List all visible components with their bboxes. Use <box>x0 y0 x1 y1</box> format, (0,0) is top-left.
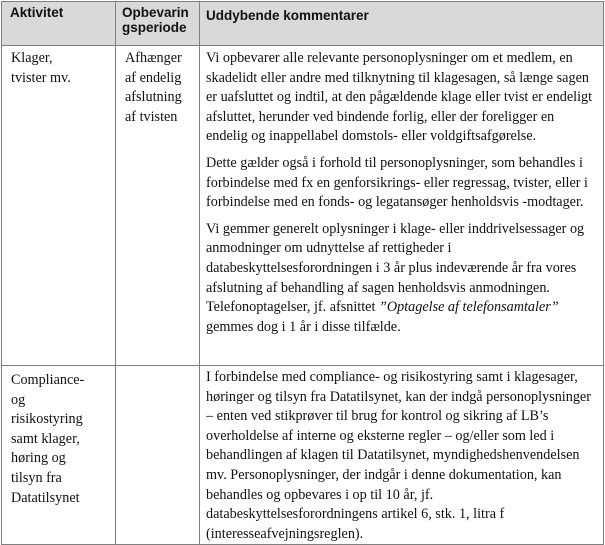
activity-cell <box>2 366 116 545</box>
comment-text: Vi gemmer generelt oplysninger i klage- eller inddrivelsessager og anmodninger om udnyttelse af rettigheder i databeskyttelsesforordningen i 3 år plus indeværende år fra vores afslutning af behandling af sagen henholdsvis anmodningen. Telefonoptagelser, jf. afsnittet <box>206 220 585 316</box>
activity-line: og <box>11 391 26 408</box>
retention-line: af tvisten <box>125 108 178 125</box>
activity-line: tilsyn fra <box>11 469 62 486</box>
table-row <box>2 46 604 366</box>
retention-cell <box>116 366 200 545</box>
section-reference: ”Optagelse af telefonsamtaler” <box>378 299 559 316</box>
header-retention-line2: gsperiode <box>122 20 187 35</box>
activity-cell <box>2 46 116 366</box>
comment-paragraph: Dette gælder også i forhold til personoplysninger, som behandles i forbindelse med fx en genforsikrings- eller regressag, tvister, eller i forbindelse med en fonds- og legatansøger henholdsvis -modtager. <box>206 154 588 211</box>
table-row <box>2 366 604 545</box>
comment-paragraph <box>206 220 597 338</box>
data-retention-table <box>1 1 604 545</box>
retention-line: af endelig <box>125 69 182 86</box>
activity-line: tvister mv. <box>11 69 71 86</box>
table-header-row <box>2 2 604 46</box>
retention-cell <box>116 46 200 366</box>
activity-line: Compliance- <box>11 372 85 388</box>
comment-paragraph: I forbindelse med compliance- og risikostyring samt i klagesager, høringer og tilsyn fra Datatilsynet, kan der indgå personoplysninger – enten ved stikprøver til brug for kontrol og sikring af LB’s overholdelse af interne og eksterne regler – og/eller som led i behandlingen af klagen til Datatilsynet, myndighedshenvendelsen mv. Personoplysninger, der indgår i denne dokumentation, kan behandles og opbevares i op til 10 år, jf. databeskyttelsesforordningens artikel 6, stk. 1, litra f (interesseafvejningsreglen). <box>206 369 591 542</box>
header-retention-line1: Opbevarin <box>122 5 189 20</box>
comments-cell <box>200 46 604 366</box>
activity-line: høring og <box>11 450 66 467</box>
activity-line: samt klager, <box>11 430 80 447</box>
activity-line: Datatilsynet <box>11 489 80 506</box>
comments-cell <box>200 366 604 545</box>
activity-line: Klager, <box>11 50 53 66</box>
header-comments: Uddybende kommentarer <box>200 2 604 46</box>
activity-line: risikostyring <box>11 411 83 428</box>
header-activity: Aktivitet <box>2 2 116 46</box>
comment-paragraph: Vi opbevarer alle relevante personoplysninger om et medlem, en skadelidt eller andre med tilknytning til klagesagen, så længe sagen er uafsluttet og indtil, at den pågældende klage eller tvist er endeligt afsluttet, herunder ved bindende forlig, eller der foreligger en endelig og inappellabel domstols- eller voldgiftsafgørelse. <box>206 50 593 145</box>
retention-line: afslutning <box>125 89 182 106</box>
header-retention-period <box>116 2 200 46</box>
comment-text: gemmes dog i 1 år i disse tilfælde. <box>206 318 401 335</box>
retention-line: Afhænger <box>125 50 182 66</box>
